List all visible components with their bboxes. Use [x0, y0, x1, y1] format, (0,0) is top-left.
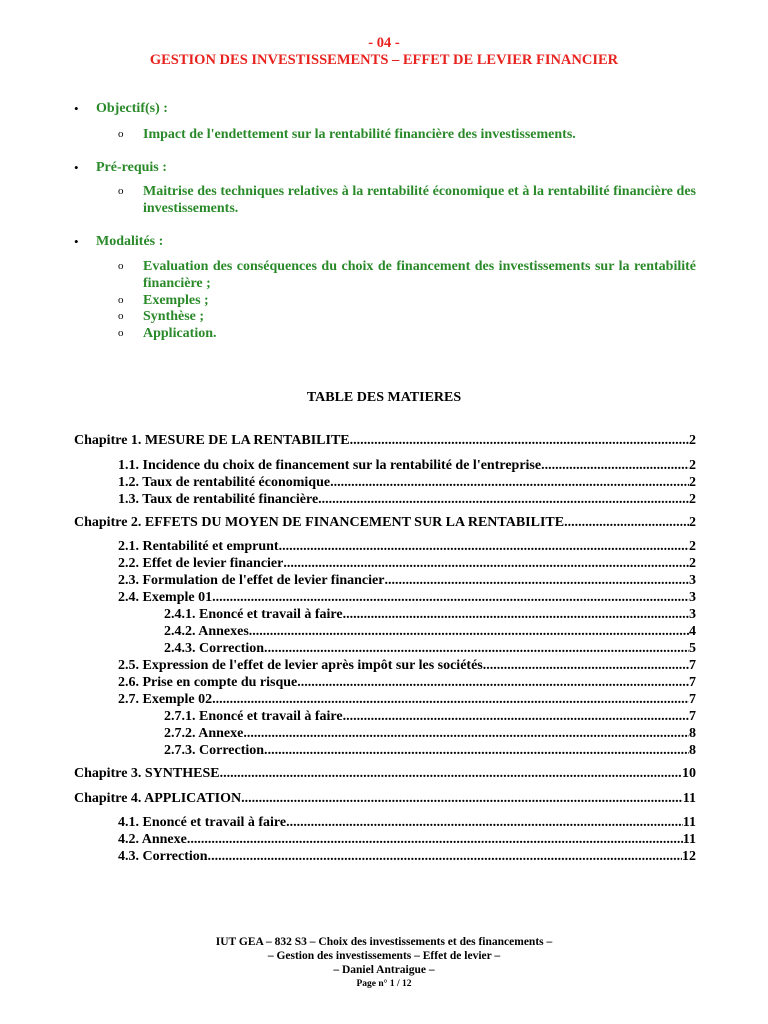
- toc-entry-label: 4.2. Annexe.: [118, 832, 191, 847]
- toc-entry-page: 7: [689, 658, 696, 673]
- toc-leader: [346, 708, 689, 725]
- toc-leader: [190, 831, 682, 848]
- toc-entry-label: 2.5. Expression de l'effet de levier après impôt sur les sociétés.: [118, 658, 487, 673]
- toc-entry-label: Chapitre 4. APPLICATION.: [74, 791, 245, 806]
- circle-bullet-icon: o: [118, 128, 124, 140]
- toc-entry[interactable]: [118, 848, 696, 865]
- page-number: Page n° 1 / 12: [356, 979, 412, 989]
- toc-entry-label: 1.1. Incidence du choix de financement sur la rentabilité de l'entreprise.: [118, 458, 545, 473]
- toc-entry[interactable]: [118, 674, 696, 691]
- toc-entry-page: 4: [689, 624, 696, 639]
- toc-leader: [322, 491, 689, 508]
- toc-leader: [245, 790, 683, 807]
- prerequis-item: Maitrise des techniques relatives à la rentabilité économique et à la rentabilité financière des investissements.: [143, 184, 696, 216]
- document-title: GESTION DES INVESTISSEMENTS – EFFET DE LEVIER FINANCIER: [149, 52, 619, 68]
- toc-entry-label: 2.4.3. Correction.: [164, 641, 268, 656]
- modalite-item: Synthèse ;: [143, 309, 205, 324]
- toc-entry-page: 2: [689, 556, 696, 571]
- objectif-item: Impact de l'endettement sur la rentabilité financière des investissements.: [143, 127, 576, 142]
- toc-entry-page: 11: [682, 832, 696, 847]
- toc-entry[interactable]: [164, 742, 696, 759]
- toc-entry-page: 8: [689, 743, 696, 758]
- toc-entry-label: 2.7.1. Enoncé et travail à faire.: [164, 709, 347, 724]
- toc-entry[interactable]: [118, 691, 696, 708]
- toc-entry-label: Chapitre 2. EFFETS DU MOYEN DE FINANCEMENT SUR LA RENTABILITE.: [74, 515, 568, 530]
- modalite-item: Application.: [143, 326, 217, 341]
- circle-bullet-icon: o: [118, 260, 124, 272]
- toc-entry-label: 2.4. Exemple 01.: [118, 590, 216, 605]
- toc-leader: [486, 657, 689, 674]
- toc-leader: [223, 765, 682, 782]
- toc-leader: [268, 742, 689, 759]
- toc-entry-label: 1.2. Taux de rentabilité économique.: [118, 475, 334, 490]
- toc-entry-page: 11: [682, 815, 696, 830]
- toc-entry-page: 2: [689, 475, 696, 490]
- toc-entry-page: 5: [689, 641, 696, 656]
- modalite-item: Evaluation des conséquences du choix de financement des investissements sur la rentabilité financière ;: [143, 259, 696, 291]
- toc-entry[interactable]: [74, 432, 696, 449]
- bullet-icon: •: [74, 234, 79, 249]
- toc-entry[interactable]: [164, 623, 696, 640]
- toc-leader: [290, 814, 683, 831]
- circle-bullet-icon: o: [118, 327, 124, 339]
- footer-subject: – Gestion des investissements – Effet de levier –: [267, 950, 501, 962]
- toc-entry-page: 7: [689, 709, 696, 724]
- footer-author: – Daniel Antraigue –: [333, 964, 435, 976]
- toc-leader: [568, 514, 689, 531]
- toc-entry-label: 4.3. Correction.: [118, 849, 212, 864]
- toc-entry-page: 7: [689, 675, 696, 690]
- circle-bullet-icon: o: [118, 185, 124, 197]
- modalite-item: Exemples ;: [143, 293, 209, 308]
- bullet-icon: •: [74, 101, 79, 116]
- toc-entry[interactable]: [118, 538, 696, 555]
- toc-entry[interactable]: [118, 589, 696, 606]
- toc-entry[interactable]: [118, 457, 696, 474]
- chapter-number: - 04 -: [368, 35, 400, 51]
- toc-leader: [282, 538, 689, 555]
- toc-leader: [247, 725, 689, 742]
- toc-entry[interactable]: [118, 814, 696, 831]
- toc-entry-label: 2.6. Prise en compte du risque: [118, 675, 298, 690]
- toc-entry-page: 3: [689, 590, 696, 605]
- toc-entry-page: 2: [689, 458, 696, 473]
- toc-entry[interactable]: [164, 640, 696, 657]
- toc-entry-page: 3: [689, 607, 696, 622]
- toc-entry-page: 2: [689, 492, 696, 507]
- toc-entry-label: Chapitre 3. SYNTHESE.: [74, 766, 224, 781]
- bullet-icon: •: [74, 160, 79, 175]
- toc-title: TABLE DES MATIERES: [306, 390, 462, 405]
- toc-entry-label: 2.4.2. Annexes: [164, 624, 249, 639]
- toc-entry-page: 2: [689, 515, 696, 530]
- toc-leader: [283, 555, 689, 572]
- toc-entry-label: 2.7.3. Correction.: [164, 743, 268, 758]
- toc-entry-page: 3: [689, 573, 696, 588]
- toc-entry-page: 2: [689, 433, 696, 448]
- toc-leader: [297, 674, 689, 691]
- toc-entry[interactable]: [74, 790, 696, 807]
- modalites-heading: Modalités :: [96, 234, 164, 249]
- toc-leader: [353, 432, 689, 449]
- toc-entry[interactable]: [164, 708, 696, 725]
- toc-entry-label: 1.3. Taux de rentabilité financière.: [118, 492, 322, 507]
- toc-entry[interactable]: [118, 491, 696, 508]
- toc-entry[interactable]: [118, 555, 696, 572]
- toc-leader: [216, 589, 689, 606]
- toc-leader: [268, 640, 689, 657]
- toc-entry[interactable]: [164, 606, 696, 623]
- toc-entry-label: 2.3. Formulation de l'effet de levier financier: [118, 573, 385, 588]
- objectifs-heading: Objectif(s) :: [96, 101, 168, 116]
- toc-leader: [249, 623, 689, 640]
- toc-leader: [346, 606, 689, 623]
- toc-entry[interactable]: [164, 725, 696, 742]
- toc-entry-page: 2: [689, 539, 696, 554]
- toc-entry-label: 2.7. Exemple 02.: [118, 692, 216, 707]
- toc-entry-label: Chapitre 1. MESURE DE LA RENTABILITE.: [74, 433, 354, 448]
- toc-entry[interactable]: [118, 831, 696, 848]
- toc-entry[interactable]: [118, 474, 696, 491]
- toc-leader: [334, 474, 689, 491]
- toc-entry-label: 2.7.2. Annexe.: [164, 726, 247, 741]
- toc-entry-page: 8: [689, 726, 696, 741]
- toc-entry[interactable]: [118, 572, 696, 589]
- toc-leader: [211, 848, 682, 865]
- toc-entry[interactable]: [118, 657, 696, 674]
- toc-entry-label: 2.1. Rentabilité et emprunt.: [118, 539, 283, 554]
- toc-entry-label: 2.4.1. Enoncé et travail à faire.: [164, 607, 347, 622]
- toc-entry-page: 10: [682, 766, 696, 781]
- toc-leader: [384, 572, 689, 589]
- toc-entry-page: 12: [682, 849, 696, 864]
- toc-entry[interactable]: [74, 514, 696, 531]
- toc-leader: [216, 691, 689, 708]
- footer-course: IUT GEA – 832 S3 – Choix des investissements et des financements –: [215, 936, 553, 948]
- toc-entry-page: 11: [682, 791, 696, 806]
- toc-leader: [545, 457, 689, 474]
- toc-entry[interactable]: [74, 765, 696, 782]
- toc-entry-page: 7: [689, 692, 696, 707]
- toc-entry-label: 4.1. Enoncé et travail à faire.: [118, 815, 290, 830]
- circle-bullet-icon: o: [118, 310, 124, 322]
- toc-entry-label: 2.2. Effet de levier financier: [118, 556, 284, 571]
- prerequis-heading: Pré-requis :: [96, 160, 167, 175]
- circle-bullet-icon: o: [118, 294, 124, 306]
